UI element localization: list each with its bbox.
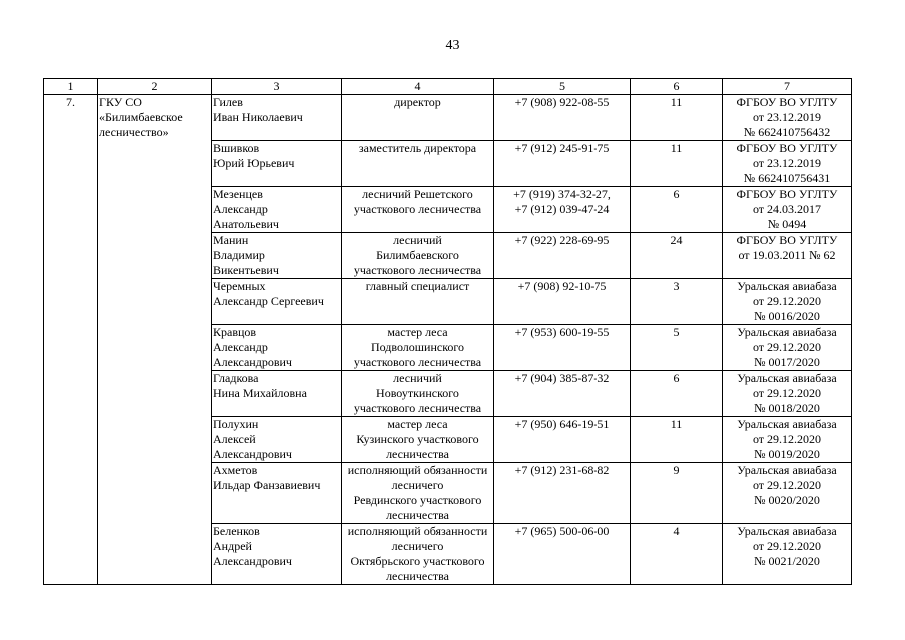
employee-position: лесничий Решетского участкового лесничества xyxy=(342,187,494,233)
employee-position: лесничий Новоуткинского участкового лесничества xyxy=(342,371,494,417)
employee-document: ФГБОУ ВО УГЛТУ от 19.03.2011 № 62 xyxy=(723,233,852,279)
employee-count: 4 xyxy=(631,524,723,585)
employee-position: мастер леса Подволошинского участкового лесничества xyxy=(342,325,494,371)
employee-document: Уральская авиабаза от 29.12.2020 № 0020/2020 xyxy=(723,463,852,524)
employee-document: ФГБОУ ВО УГЛТУ от 24.03.2017 № 0494 xyxy=(723,187,852,233)
employee-count: 6 xyxy=(631,187,723,233)
employee-document: ФГБОУ ВО УГЛТУ от 23.12.2019 № 662410756431 xyxy=(723,141,852,187)
column-header: 6 xyxy=(631,79,723,95)
organization-name: ГКУ СО «Билимбаевское лесничество» xyxy=(98,95,212,585)
column-header: 5 xyxy=(494,79,631,95)
employee-name: Кравцов Александр Александрович xyxy=(212,325,342,371)
employee-position: мастер леса Кузинского участкового лесничества xyxy=(342,417,494,463)
employee-document: Уральская авиабаза от 29.12.2020 № 0016/2020 xyxy=(723,279,852,325)
employee-name: Мезенцев Александр Анатольевич xyxy=(212,187,342,233)
employee-position: заместитель директора xyxy=(342,141,494,187)
employee-position: исполняющий обязанности лесничего Ревдинского участкового лесничества xyxy=(342,463,494,524)
employee-name: Манин Владимир Викентьевич xyxy=(212,233,342,279)
employee-document: ФГБОУ ВО УГЛТУ от 23.12.2019 № 662410756432 xyxy=(723,95,852,141)
employee-document: Уральская авиабаза от 29.12.2020 № 0018/2020 xyxy=(723,371,852,417)
employee-name: Полухин Алексей Александрович xyxy=(212,417,342,463)
employee-name: Вшивков Юрий Юрьевич xyxy=(212,141,342,187)
employee-phone: +7 (912) 245-91-75 xyxy=(494,141,631,187)
employee-document: Уральская авиабаза от 29.12.2020 № 0017/2020 xyxy=(723,325,852,371)
employee-phone: +7 (950) 646-19-51 xyxy=(494,417,631,463)
employee-name: Черемных Александр Сергеевич xyxy=(212,279,342,325)
column-header: 2 xyxy=(98,79,212,95)
employee-phone: +7 (965) 500-06-00 xyxy=(494,524,631,585)
table-row xyxy=(44,95,852,141)
staff-table xyxy=(43,78,852,585)
employee-count: 9 xyxy=(631,463,723,524)
employee-phone: +7 (919) 374-32-27, +7 (912) 039-47-24 xyxy=(494,187,631,233)
employee-count: 11 xyxy=(631,95,723,141)
column-header: 4 xyxy=(342,79,494,95)
employee-count: 11 xyxy=(631,417,723,463)
column-number-row xyxy=(44,79,852,95)
employee-position: директор xyxy=(342,95,494,141)
employee-position: исполняющий обязанности лесничего Октябрьского участкового лесничества xyxy=(342,524,494,585)
employee-phone: +7 (912) 231-68-82 xyxy=(494,463,631,524)
column-header: 7 xyxy=(723,79,852,95)
employee-phone: +7 (904) 385-87-32 xyxy=(494,371,631,417)
employee-document: Уральская авиабаза от 29.12.2020 № 0021/2020 xyxy=(723,524,852,585)
employee-document: Уральская авиабаза от 29.12.2020 № 0019/2020 xyxy=(723,417,852,463)
employee-name: Гладкова Нина Михайловна xyxy=(212,371,342,417)
group-number: 7. xyxy=(44,95,98,585)
employee-name: Гилев Иван Николаевич xyxy=(212,95,342,141)
employee-count: 3 xyxy=(631,279,723,325)
employee-phone: +7 (922) 228-69-95 xyxy=(494,233,631,279)
employee-count: 6 xyxy=(631,371,723,417)
page-number: 43 xyxy=(445,38,460,53)
column-header: 3 xyxy=(212,79,342,95)
employee-count: 11 xyxy=(631,141,723,187)
employee-position: главный специалист xyxy=(342,279,494,325)
column-header: 1 xyxy=(44,79,98,95)
employee-name: Беленков Андрей Александрович xyxy=(212,524,342,585)
employee-position: лесничий Билимбаевского участкового лесничества xyxy=(342,233,494,279)
employee-phone: +7 (908) 922-08-55 xyxy=(494,95,631,141)
employee-phone: +7 (908) 92-10-75 xyxy=(494,279,631,325)
employee-phone: +7 (953) 600-19-55 xyxy=(494,325,631,371)
employee-count: 24 xyxy=(631,233,723,279)
employee-name: Ахметов Ильдар Фанзавиевич xyxy=(212,463,342,524)
employee-count: 5 xyxy=(631,325,723,371)
